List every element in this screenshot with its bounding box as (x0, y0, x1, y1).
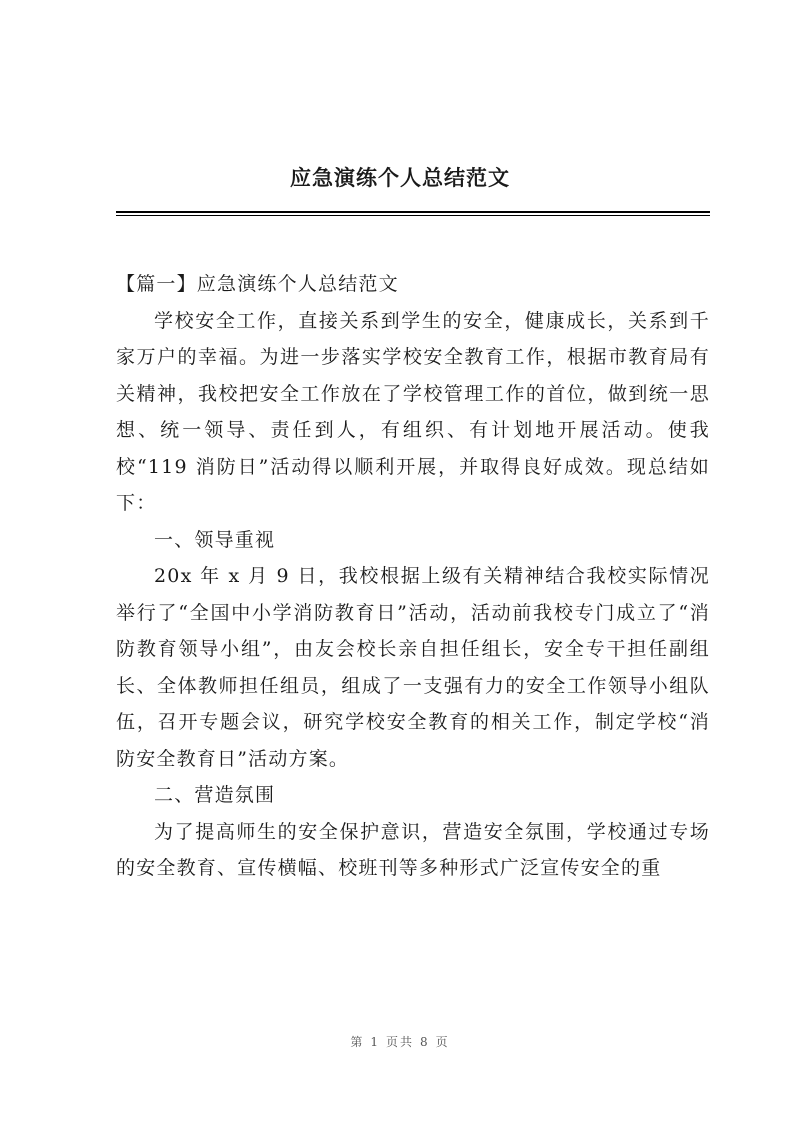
subheading-leadership: 一、领导重视 (154, 528, 276, 551)
page-label-suffix: 页 (435, 1035, 450, 1049)
page-footer (0, 1033, 800, 1050)
title-divider-thin (116, 215, 710, 216)
total-pages: 8 (420, 1035, 430, 1049)
paragraph-intro: 学校安全工作，直接关系到学生的安全，健康成长，关系到千家万户的幸福。为进一步落实学校安全教育工作，根据市教育局有关精神，我校把安全工作放在了学校管理工作的首位，做到统一思想、统一领导、责任到人，有组织、有计划地开展活动。使我校“119 消防日”活动得以顺利开展，并取得良好成效。现总结如下： (116, 309, 710, 514)
document-title: 应急演练个人总结范文 (290, 166, 510, 190)
page-label-prefix: 第 (350, 1035, 365, 1049)
document-body (116, 266, 710, 887)
section-heading: 【篇一】应急演练个人总结范文 (116, 273, 399, 295)
title-divider-thick (116, 211, 710, 213)
page-label-middle: 页共 (385, 1035, 414, 1049)
paragraph-atmosphere: 为了提高师生的安全保护意识，营造安全氛围，学校通过专场的安全教育、宣传横幅、校班刊等多种形式广泛宣传安全的重 (116, 820, 710, 879)
page-number: 1 (370, 1035, 380, 1049)
subheading-atmosphere: 二、营造氛围 (154, 784, 276, 806)
paragraph-leadership: 20x 年 x 月 9 日，我校根据上级有关精神结合我校实际情况举行了“全国中小学消防教育日”活动，活动前我校专门成立了“消防教育领导小组”，由友会校长亲自担任组长，安全专干担任副组长、全体教师担任组员，组成了一支强有力的安全工作领导小组队伍，召开专题会议，研究学校安全教育的相关工作，制定学校“消防安全教育日”活动方案。 (116, 565, 710, 770)
